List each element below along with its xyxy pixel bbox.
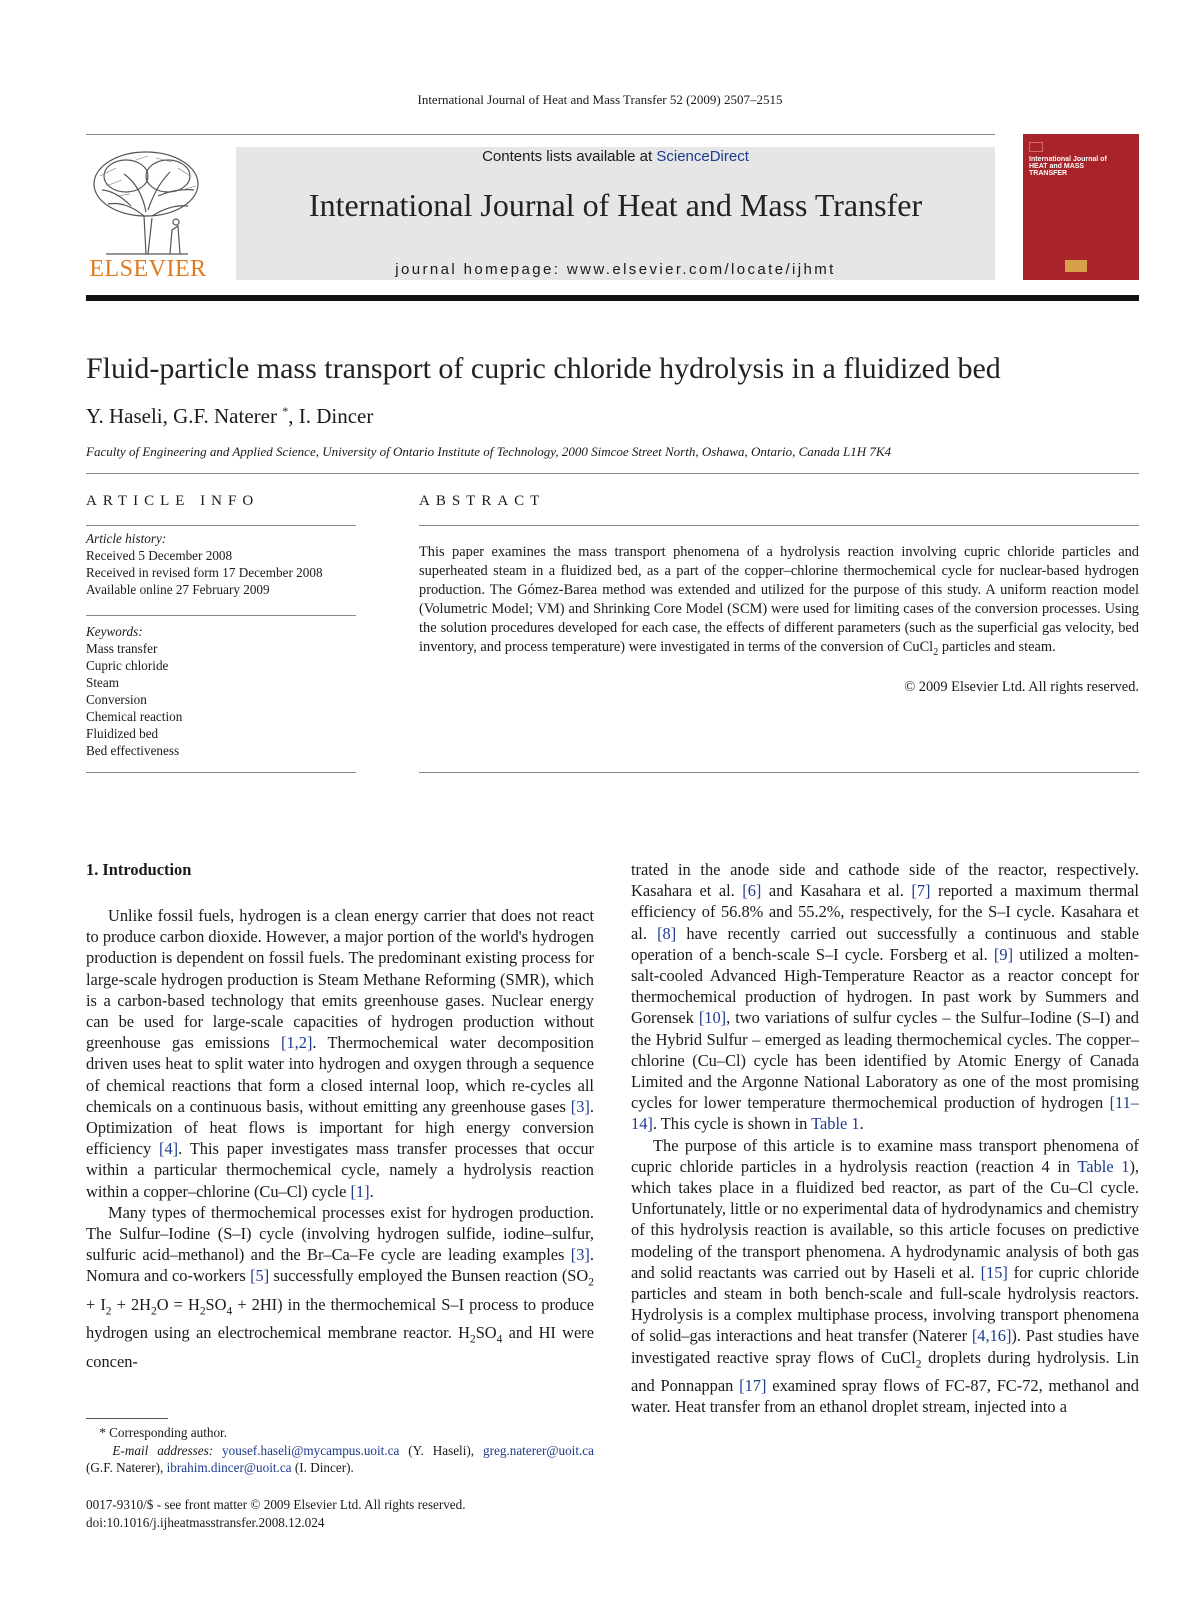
- article-info-rule: [86, 525, 356, 526]
- email-link[interactable]: greg.naterer@uoit.ca: [483, 1442, 594, 1458]
- citation-link[interactable]: [4,16]: [971, 1326, 1012, 1346]
- abstract-copyright: © 2009 Elsevier Ltd. All rights reserved.: [904, 679, 1139, 695]
- journal-title: International Journal of Heat and Mass Transfer: [308, 187, 923, 223]
- intro-paragraph-3: The purpose of this article is to examine mass transport phenomena of cupric chloride particles in a hydrolysis reaction (reaction 4 in Table 1), which takes place in a fluidized bed reactor, as part of the Cu–Cl cycle. Unfortunately, little or no experimental data of hydrodynamics and chemistry of this hydrolysis reaction is available, so this article focuses on predictive modeling of the transport phenomena. A hydrodynamic analysis of both gas and solid reactants was carried out by Haseli et al. [15] for cupric chloride particles and steam in both bench-scale and full-scale hydrolysis reactors. Hydrolysis is a complex multiphase process, involving transport phenomena of solid–gas interactions and heat transfer (Naterer [4,16]). Past studies have investigated reactive spray flows of CuCl$_2$ droplets during hydrolysis. Lin and Ponnappan [17] examined spray flows of FC-87, FC-72, methanol and water. Heat transfer from an ethanol droplet stream, injected into a: [631, 1135, 1140, 1417]
- cover-title: International Journal of HEAT and MASS TRANSFER: [1029, 156, 1107, 177]
- intro-paragraph-1: Unlike fossil fuels, hydrogen is a clean energy carrier that does not react to produce carbon dioxide. However, a major portion of the world's hydrogen production is dependent on fossil fuels. The predominant existing process for large-scale hydrogen production is Steam Methane Reforming (SMR), which is a carbon-based technology that emits greenhouse gases. Nuclear energy can be used for large-scale capacities of hydrogen production without greenhouse gas emissions [1,2]. Thermochemical water decomposition driven uses heat to split water into hydrogen and oxygen through a sequence of chemical reactions that form a closed internal loop, which re-cycles all chemicals on a continuous basis, without emitting any greenhouse gases [3]. Optimization of heat flows is important for high energy conversion efficiency [4]. This paper investigates mass transfer processes that occur within a particular thermochemical cycle, namely a hydrolysis reaction within a copper–chlorine (Cu–Cl) cycle [1].: [86, 906, 594, 1201]
- keyword: Bed effectiveness: [86, 743, 180, 758]
- keyword: Chemical reaction: [86, 709, 183, 724]
- table-link[interactable]: Table 1: [1077, 1156, 1130, 1176]
- abstract-rule: [419, 525, 1139, 526]
- abstract-text: [419, 543, 1139, 662]
- history-label: Article history:: [86, 531, 167, 546]
- affiliation-rule: [86, 473, 1139, 474]
- citation-link[interactable]: [5]: [250, 1266, 270, 1286]
- history-rule: [86, 615, 356, 616]
- citation-link[interactable]: [3]: [570, 1096, 590, 1116]
- keywords: [86, 623, 356, 759]
- header-rule: [86, 134, 995, 135]
- authors-last: , I. Dincer: [288, 404, 374, 428]
- cover-publisher-icon: [1029, 142, 1043, 152]
- journal-cover-image: [1023, 134, 1139, 280]
- abstract-subscript: 2: [933, 646, 939, 658]
- doi-line[interactable]: doi:10.1016/j.ijheatmasstransfer.2008.12.024: [86, 1514, 325, 1530]
- abstract-end-rule: [419, 772, 1139, 773]
- footnote-rule: [86, 1418, 168, 1419]
- authors: [86, 404, 373, 429]
- corresponding-author-note: * Corresponding author.: [99, 1425, 228, 1440]
- abstract-body: This paper examines the mass transport phenomena of a hydrolysis reaction involving cupric chloride particles and superheated steam in a fluidized bed, as a part of the copper–chlorine thermochemical cycle for nuclear-based hydrogen production. The Gómez-Barea method was extended and utilized for the purpose of this study. A uniform reaction model (Volumetric Model; VM) and Shrinking Core Model (SCM) were used for limiting cases of the conversion processes. Using the solution procedures developed for each case, the effects of different parameters (such as the superficial gas velocity, bed inventory, and process temperature) were investigated in terms of the conversion of CuCl: [419, 544, 1139, 655]
- keywords-label: Keywords:: [86, 624, 143, 639]
- footnote: [86, 1424, 594, 1477]
- citation-link[interactable]: [4]: [159, 1139, 179, 1159]
- publication-identifiers: [86, 1496, 466, 1531]
- sciencedirect-link[interactable]: ScienceDirect: [656, 148, 749, 165]
- running-head: International Journal of Heat and Mass Transfer 52 (2009) 2507–2515: [417, 92, 783, 107]
- citation-link[interactable]: [9]: [993, 944, 1014, 964]
- citation-link[interactable]: [3]: [570, 1245, 590, 1265]
- keyword: Cupric chloride: [86, 658, 169, 673]
- issn-line: 0017-9310/$ - see front matter © 2009 Elsevier Ltd. All rights reserved.: [86, 1497, 466, 1512]
- keyword: Mass transfer: [86, 641, 158, 656]
- intro-paragraph-2: Many types of thermochemical processes exist for hydrogen production. The Sulfur–Iodine (S–I) cycle (involving hydrogen sulfide, iodine–sulfur, sulfuric acid–methanol) and the Br–Ca–Fe cycle are leading examples [3]. Nomura and co-workers [5] successfully employed the Bunsen reaction $(SO_2 + I_2 + 2H_2O = H_2SO_4 + 2HI)$ in the thermochemical S–I process to produce hydrogen using an electrochemical membrane reactor. $H_2SO_4$ and HI were concen-: [86, 1202, 594, 1371]
- keywords-rule: [86, 772, 356, 773]
- intro-paragraph-2-cont: trated in the anode side and cathode side of the reactor, respectively. Kasahara et al. [6] and Kasahara et al. [7] reported a maximum thermal efficiency of 56.8% and 55.2%, respectively, for the S–I cycle. Kasahara et al. [8] have recently carried out successfully a continuous and stable operation of a bench-scale S–I cycle. Forsberg et al. [9] utilized a molten-salt-cooled Advanced High-Temperature Reactor as a reactor concept for thermochemical production of hydrogen. In past work by Summers and Gorensek [10], two variations of sulfur cycles – the Sulfur–Iodine (S–I) and the Hybrid Sulfur – emerged as leading thermochemical cycles. The copper–chlorine (Cu–Cl) cycle has been identified by Atomic Energy of Canada Limited and the Argonne National Laboratory as one of the most promising cycles for lower temperature thermochemical production of hydrogen [11–14]. This cycle is shown in Table 1.: [631, 860, 1139, 1134]
- contents-line: [236, 148, 995, 165]
- column-left: [86, 905, 594, 1372]
- email-addresses: E-mail addresses: yousef.haseli@mycampus.uoit.ca (Y. Haseli), greg.naterer@uoit.ca (G.F. Naterer), ibrahim.dincer@uoit.ca (I. Dincer).: [86, 1442, 594, 1475]
- history-received: Received 5 December 2008: [86, 548, 233, 563]
- email-link[interactable]: ibrahim.dincer@uoit.ca: [166, 1460, 292, 1475]
- citation-link[interactable]: [10]: [698, 1008, 727, 1028]
- corresponding-author-mark[interactable]: *: [282, 404, 289, 418]
- citation-link[interactable]: [1]: [350, 1181, 370, 1201]
- citation-link[interactable]: [1,2]: [281, 1033, 313, 1053]
- citation-link[interactable]: [15]: [980, 1262, 1008, 1282]
- journal-homepage-link[interactable]: journal homepage: www.elsevier.com/locate/ijhmt: [395, 261, 836, 278]
- citation-link[interactable]: [7]: [911, 881, 931, 901]
- citation-link[interactable]: [6]: [742, 881, 762, 901]
- table-link[interactable]: Table 1: [811, 1114, 860, 1134]
- column-right: [631, 859, 1139, 1418]
- cover-badge: [1065, 260, 1087, 272]
- article-info-heading: ARTICLE INFO: [86, 493, 260, 509]
- elsevier-tree-logo: [86, 146, 208, 256]
- contents-prefix: Contents lists available at: [482, 148, 657, 165]
- abstract-body-end: particles and steam.: [938, 639, 1056, 655]
- article-history: [86, 530, 356, 598]
- history-revised: Received in revised form 17 December 2008: [86, 565, 323, 580]
- section-heading-introduction: 1. Introduction: [86, 860, 192, 879]
- citation-link[interactable]: [8]: [657, 923, 677, 943]
- keyword: Conversion: [86, 692, 147, 707]
- abstract-heading: ABSTRACT: [419, 493, 546, 509]
- masthead-rule: [86, 295, 1139, 301]
- authors-first: Y. Haseli, G.F. Naterer: [86, 404, 283, 428]
- citation-link[interactable]: [11–14]: [631, 1093, 1139, 1134]
- citation-link[interactable]: [17]: [739, 1376, 767, 1396]
- history-online: Available online 27 February 2009: [86, 582, 270, 597]
- email-link[interactable]: yousef.haseli@mycampus.uoit.ca: [222, 1442, 400, 1458]
- keyword: Fluidized bed: [86, 726, 159, 741]
- article-title: Fluid-particle mass transport of cupric chloride hydrolysis in a fluidized bed: [86, 352, 1001, 385]
- elsevier-wordmark: ELSEVIER: [89, 256, 207, 282]
- keyword: Steam: [86, 675, 119, 690]
- affiliation: Faculty of Engineering and Applied Science, University of Ontario Institute of Technology, 2000 Simcoe Street North, Oshawa, Ontario, Canada L1H 7K4: [86, 444, 892, 459]
